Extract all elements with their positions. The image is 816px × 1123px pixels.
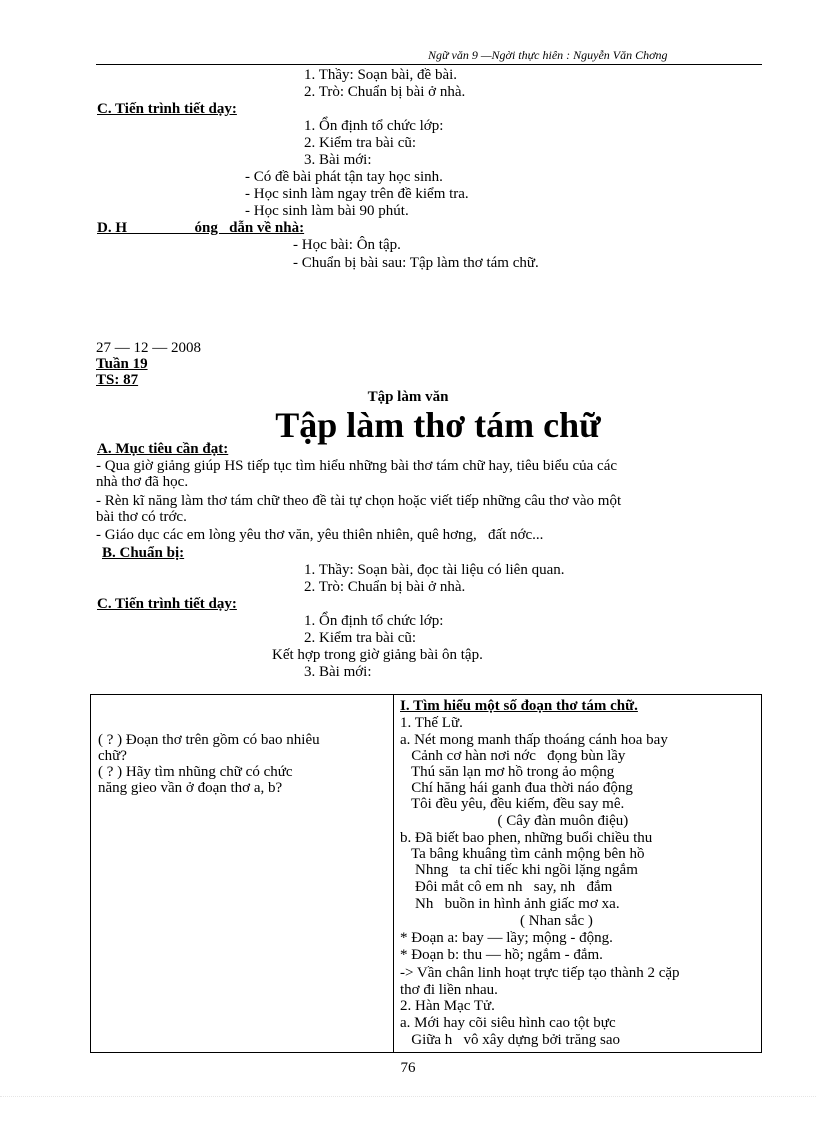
section-a-title: A. Mục tiêu cần đạt:	[97, 441, 229, 457]
prep-student: 2. Trò: Chuẩn bị bài ở nhà.	[304, 84, 466, 100]
a-line-1: - Qua giờ giảng giúp HS tiếp tục tìm hiểu những bài thơ tám chữ hay, tiêu biểu của các	[96, 458, 618, 474]
content-line: ( Nhan sắc )	[400, 913, 593, 929]
section-c-title: C. Tiến trình tiết dạy:	[97, 596, 237, 612]
content-line: b. Đã biết bao phen, những buổi chiều thu	[400, 830, 653, 846]
content-line: Đôi mắt cô em nh say, nh đắm	[400, 879, 613, 895]
a-line-5: - Giáo dục các em lòng yêu thơ văn, yêu thiên nhiên, quê hơng, đất nớc...	[96, 527, 544, 543]
page-number: 76	[400, 1060, 416, 1076]
header-rule	[96, 64, 762, 65]
c-step-2: 2. Kiểm tra bài cũ:	[304, 630, 417, 646]
c-step-1-top: 1. Ổn định tổ chức lớp:	[304, 118, 444, 134]
content-line: -> Vần chân linh hoạt trực tiếp tạo thành 2 cặp	[400, 965, 680, 981]
c-item-2: - Học sinh làm ngay trên đề kiểm tra.	[245, 186, 469, 202]
content-line: Thú săn lạn mơ hồ trong ảo mộng	[400, 764, 615, 780]
content-column	[394, 695, 762, 1053]
section-c-title-top: C. Tiến trình tiết dạy:	[97, 101, 237, 117]
content-line: a. Nét mong manh thấp thoáng cánh hoa bay	[400, 732, 668, 748]
c-item-3: - Học sinh làm bài 90 phút.	[245, 203, 409, 219]
page-bottom-edge	[0, 1096, 816, 1097]
section-d-title: D. H óng dẫn về nhà:	[97, 220, 305, 236]
section-b-title: B. Chuẩn bị:	[102, 545, 185, 561]
lesson-table	[90, 694, 762, 1053]
content-line: * Đoạn a: bay — lầy; mộng - động.	[400, 930, 613, 946]
content-line: a. Mới hay cõi siêu hình cao tột bực	[400, 1015, 616, 1031]
content-line: Ta bâng khuâng tìm cảnh mộng bên hồ	[400, 846, 645, 862]
question-line: ( ? ) Hãy tìm nhũng chữ có chức	[98, 764, 293, 780]
content-line: Tôi đều yêu, đều kiếm, đều say mê.	[400, 796, 625, 812]
a-line-2: nhà thơ đã học.	[96, 474, 189, 490]
lesson-title: Tập làm thơ tám chữ	[275, 405, 601, 445]
c-step-1: 1. Ổn định tổ chức lớp:	[304, 613, 444, 629]
questions-column	[91, 695, 394, 1053]
content-heading: I. Tìm hiểu một số đoạn thơ tám chữ.	[400, 698, 638, 714]
content-line: thơ đi liền nhau.	[400, 982, 498, 998]
question-line: chữ?	[98, 748, 127, 764]
c-step-3-top: 3. Bài mới:	[304, 152, 372, 168]
lesson-ts: TS: 87	[96, 372, 139, 388]
question-line: năng gieo vần ở đoạn thơ a, b?	[98, 780, 283, 796]
content-line: 2. Hàn Mạc Tử.	[400, 998, 495, 1014]
content-line: 1. Thế Lữ.	[400, 715, 463, 731]
a-line-3: - Rèn kĩ năng làm thơ tám chữ theo đề tài tự chọn hoặc viết tiếp những câu thơ vào một	[96, 493, 622, 509]
c-step-3: 3. Bài mới:	[304, 664, 372, 680]
content-line: Cảnh cơ hàn nơi nớc đọng bùn lầy	[400, 748, 626, 764]
b-item-2: 2. Trò: Chuẩn bị bài ở nhà.	[304, 579, 466, 595]
running-header: Ngữ văn 9 —Ngời thực hiên : Nguyễn Văn Chơng	[428, 48, 668, 62]
d-item-2: - Chuẩn bị bài sau: Tập làm thơ tám chữ.	[293, 255, 539, 271]
prep-teacher: 1. Thầy: Soạn bài, đề bài.	[304, 67, 458, 83]
a-line-4: bài thơ có trớc.	[96, 509, 187, 525]
content-line: Nh buồn in hình ảnh giấc mơ xa.	[400, 896, 620, 912]
lesson-category: Tập làm văn	[367, 389, 449, 405]
c-step-2-top: 2. Kiểm tra bài cũ:	[304, 135, 417, 151]
content-line: Chí hăng hái ganh đua thời náo động	[400, 780, 633, 796]
content-line: * Đoạn b: thu — hồ; ngắm - đắm.	[400, 947, 603, 963]
content-line: Nhng ta chỉ tiếc khi ngồi lặng ngắm	[400, 862, 638, 878]
b-item-1: 1. Thầy: Soạn bài, đọc tài liệu có liên quan.	[304, 562, 565, 578]
lesson-week: Tuần 19	[96, 356, 148, 372]
question-line: ( ? ) Đoạn thơ trên gồm có bao nhiêu	[98, 732, 320, 748]
d-item-1: - Học bài: Ôn tập.	[293, 237, 401, 253]
content-line: ( Cây đàn muôn điệu)	[400, 813, 629, 829]
lesson-date: 27 — 12 — 2008	[96, 340, 201, 356]
c-combined: Kết hợp trong giờ giảng bài ôn tập.	[272, 647, 483, 663]
content-line: Giữa h vô xây dựng bởi trăng sao	[400, 1032, 620, 1048]
c-item-1: - Có đề bài phát tận tay học sinh.	[245, 169, 443, 185]
